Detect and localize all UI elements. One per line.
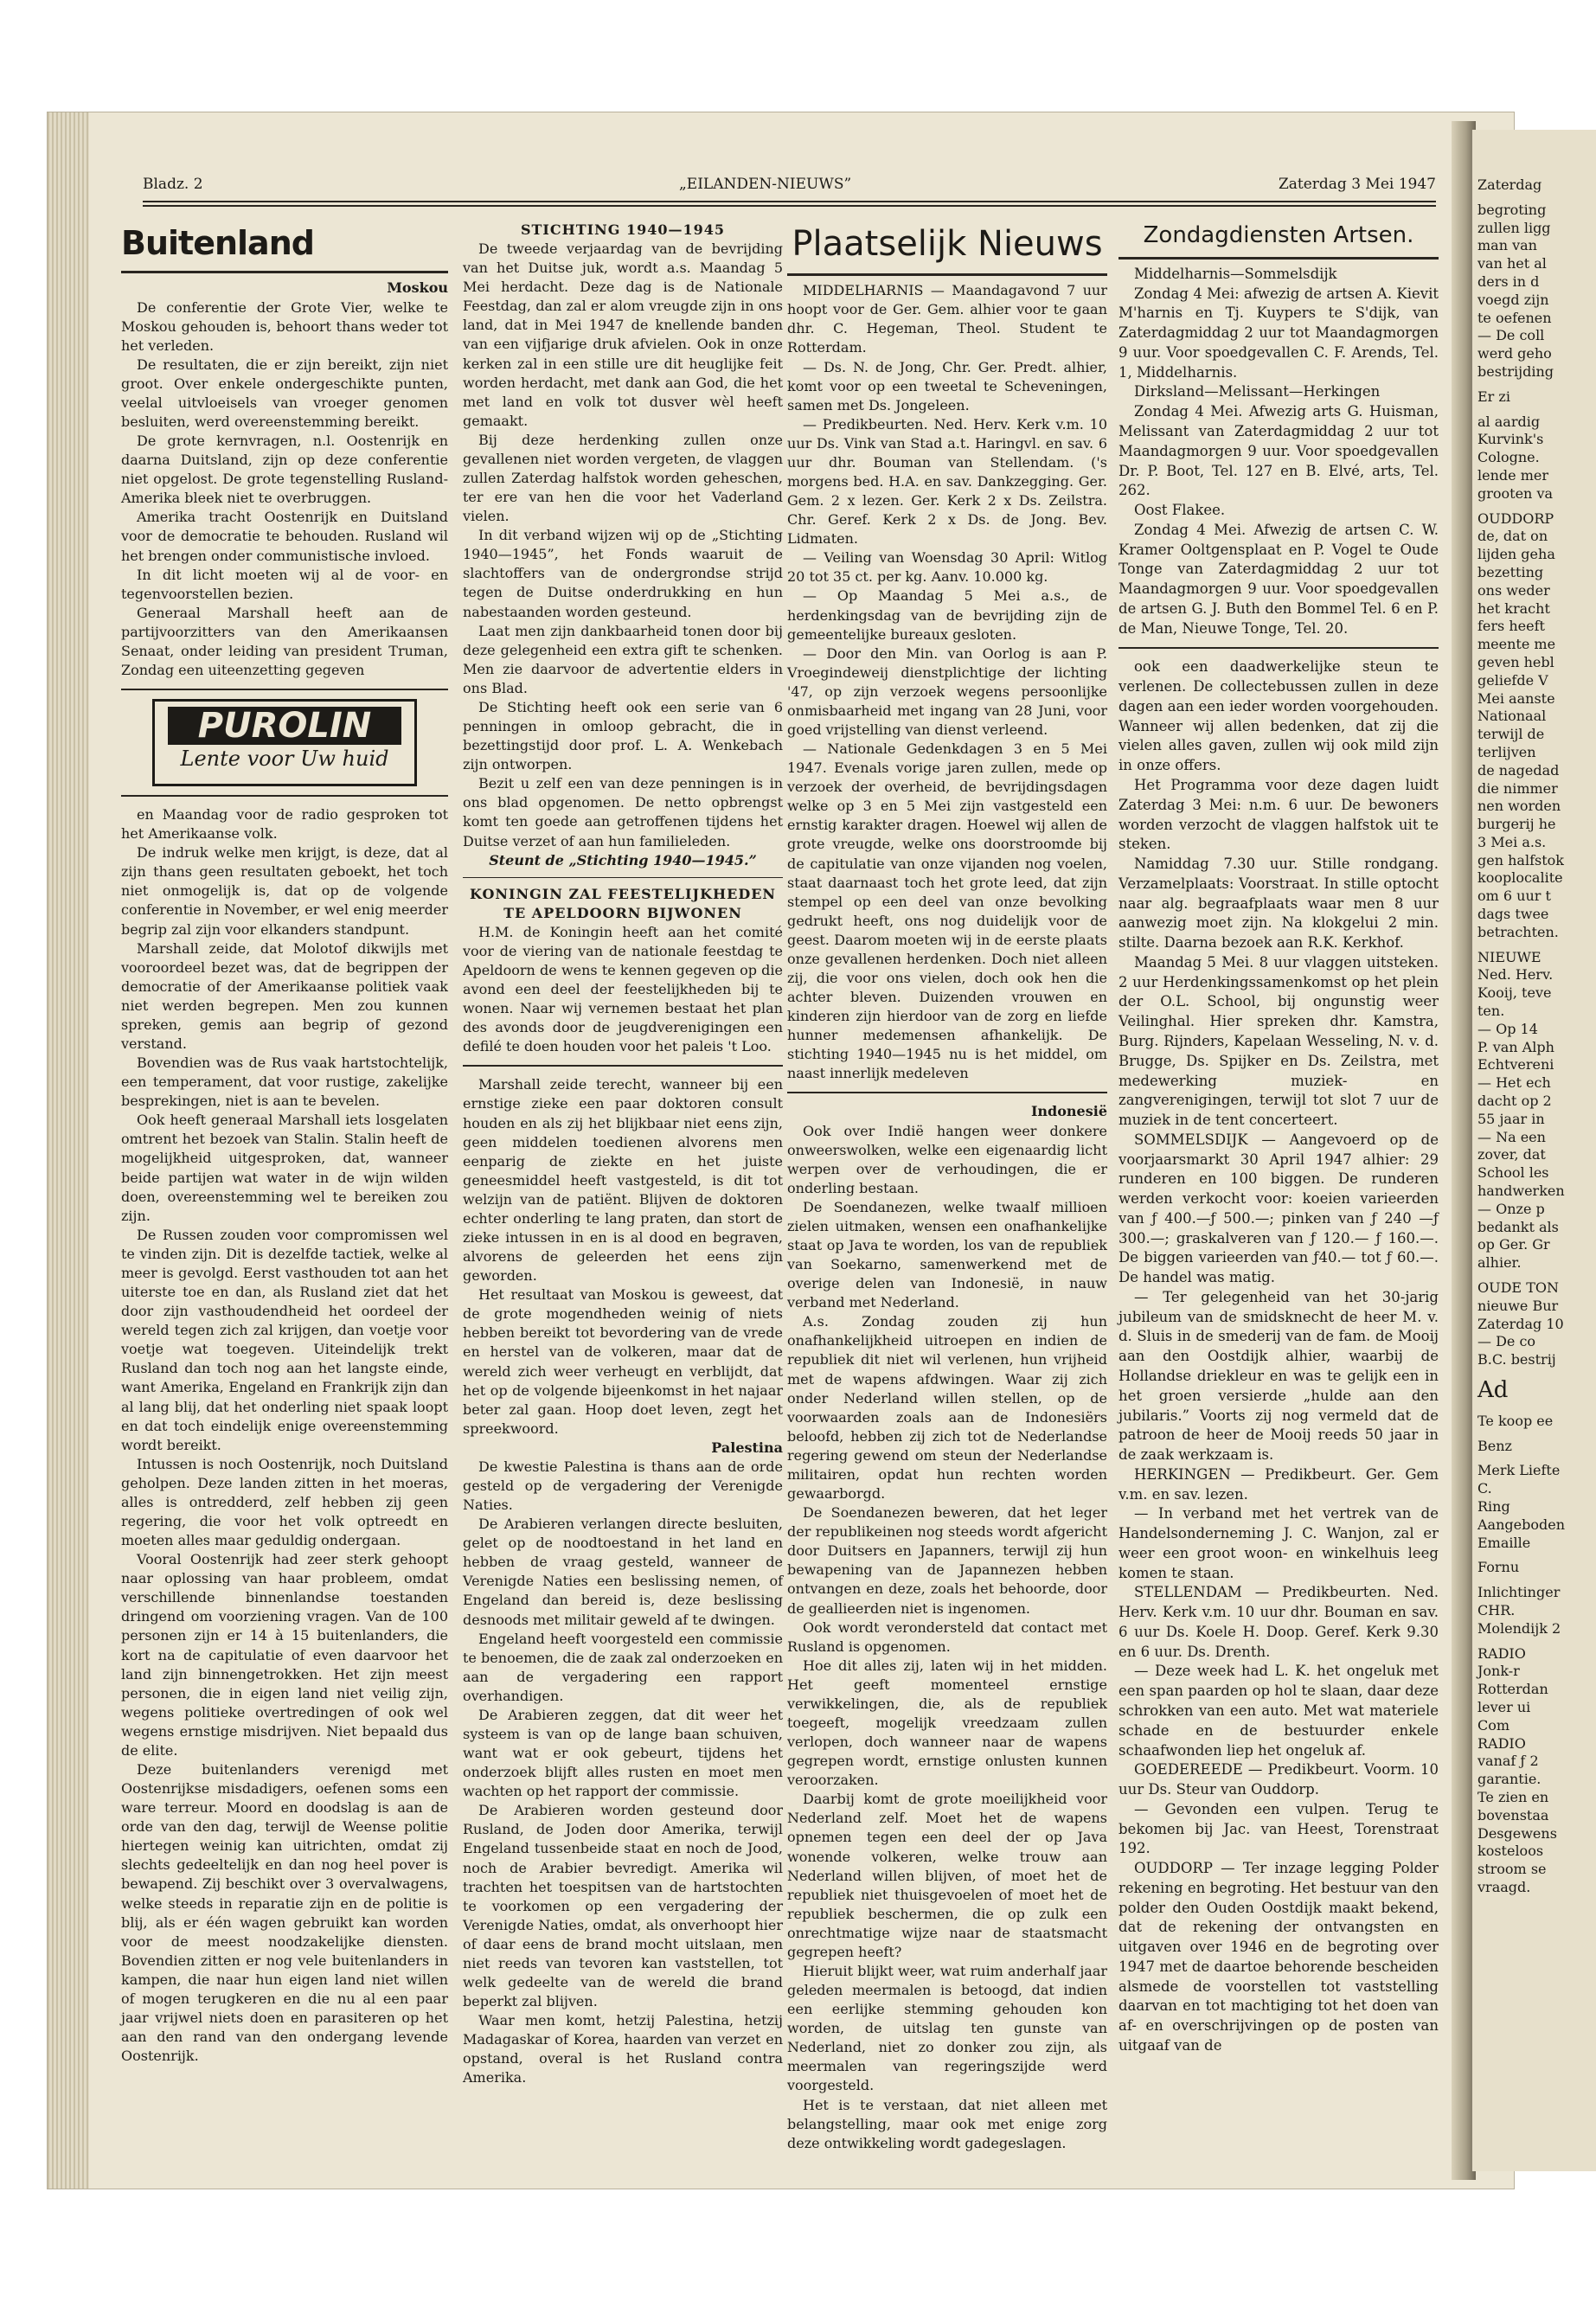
article-body: [121, 298, 448, 681]
article-paragraph: Laat men zijn dankbaarheid tonen door bij deze gelegenheid een extra gift te schenken. Men zie daarvoor de advertentie elders in ons Blad.: [463, 622, 783, 696]
text-fragment: het kracht: [1477, 599, 1550, 617]
text-fragment: — Het ech: [1477, 1074, 1551, 1092]
article-paragraph: ook een daadwerkelijke steun te verlenen. De collectebussen zullen in deze dagen aan een ieder worden voorgehouden. Wanneer wij allen bedenken, dat zij die vielen alles gaven, zullen wij ook mild zijn in onze offers.: [1118, 658, 1439, 774]
text-fragment: kooplocalite: [1477, 869, 1563, 887]
article-body: [787, 281, 1107, 1083]
text-fragment: de nagedad: [1477, 761, 1560, 779]
dateline: Palestina: [711, 1439, 783, 1456]
text-fragment: Nationaal: [1477, 708, 1547, 725]
next-page-text: [1472, 1276, 1596, 1373]
page-number: Bladz. 2: [143, 176, 203, 193]
article-paragraph: Het is te verstaan, dat niet alleen met belangstelling, maar ook met enige zorg deze ontwikkeling wordt gadegeslagen.: [787, 2096, 1107, 2151]
article-paragraph: GOEDEREEDE — Predikbeurt. Voorm. 10 uur Ds. Steur van Ouddorp.: [1118, 1761, 1439, 1798]
text-fragment: Aangeboden: [1477, 1516, 1565, 1533]
article-paragraph: Ook wordt verondersteld dat contact met Rusland is opgenomen.: [787, 1618, 1107, 1655]
text-fragment: begroting: [1477, 201, 1547, 218]
article-paragraph: Ook heeft generaal Marshall iets losgelaten omtrent het bezoek van Stalin. Stalin heeft de mogelijkheid uitgesproken, dat, wanneer beide partijen wat water in de wijn wilden doen, overeenstemming wel te bereiken zou zijn.: [121, 1112, 448, 1224]
article-paragraph: De Soendanezen, welke twaalf millioen zielen uitmaken, wensen een onafhankelijke staat op Java te worden, los van de republiek van Soekarno, samenwerkend met de overige delen van Indonesië, in nauw verband met Nederland.: [787, 1198, 1107, 1311]
text-fragment: ders in d: [1477, 272, 1540, 290]
text-fragment: — Op 14: [1477, 1020, 1538, 1037]
text-fragment: lijden geha: [1477, 546, 1555, 563]
text-fragment: OUDDORP: [1477, 510, 1554, 527]
next-page-text: [1472, 198, 1596, 385]
next-page-text: [1472, 1409, 1596, 1434]
text-fragment: man van: [1477, 237, 1537, 254]
text-fragment: nieuwe Bur: [1477, 1297, 1559, 1314]
article-paragraph: De Russen zouden voor compromissen wel te vinden zijn. Dit is dezelfde tactiek, welke al meer is gevolgd. Eerst vasthouden tot aan het uiterste toe en dan, als Rusland ziet dat het door zijn vasthoudendheid het oordeel der wereld tegen zich zal krijgen, dan voetje voor voetje wat toegeven. Uiteindelijk trekt Rusland dan toch nog aan het langste einde, want Amerika, Engeland en Frankrijk zijn dan al lang blij, dat het onderling niet spaak loopt en dat toch eindelijk enige overeenstemming wordt bereikt.: [121, 1226, 448, 1453]
text-fragment: zover, dat: [1477, 1146, 1546, 1163]
article-paragraph: STELLENDAM — Predikbeurten. Ned. Herv. Kerk v.m. 10 uur dhr. Bouman en sav. 6 uur Ds. Koele H. Doop. Geref. Kerk 9.30 en 6 uur. Ds. Drenth.: [1118, 1584, 1439, 1660]
page-header: [143, 176, 1436, 198]
text-fragment: bovenstaa: [1477, 1806, 1549, 1823]
article-paragraph: Zondag 4 Mei: afwezig de artsen A. Kievit M'harnis en Tj. Kuypers te S'dijk, van Zaterdagmiddag 2 uur tot Maandagmorgen 9 uur. Voor spoedgevallen C. F. Arends, Tel. 1, Middelharnis.: [1118, 285, 1439, 381]
article-paragraph: Deze buitenlanders verenigd met Oostenrijkse misdadigers, oefenen soms een ware terreur. Moord en doodslag is aan de orde van den dag, terwijl de Weense politie hiertegen weinig kan uitrichten, omdat zij slechts gedeeltelijk en dan nog heel pover is bewapend. Zij beschikt over 3 overvalwagens, welke steeds in reparatie zijn en de politie is blij, als er één wagen gebruikt kan worden voor de meest noodzakelijke diensten. Bovendien zitten er nog vele buitenlanders in kampen, die naar hun eigen land niet willen of mogen terugkeren en die nu al een paar jaar vrijwel niets doen en parasiteren op het aan den rand van den ondergang levende Oostenrijk.: [121, 1760, 448, 2065]
text-fragment: B.C. bestrij: [1477, 1351, 1556, 1368]
article-paragraph: De tweede verjaardag van de bevrijding van het Duitse juk, wordt a.s. Maandag 5 Mei herdacht. Deze dag is de Nationale Feestdag, dan zal er alom vreugde zijn in ons land, dat in Mei 1947 de knellende banden van een vijfjarige druk afvielen. Ook in onze kerken zal in een stille ure dit heuglijke feit worden herdacht, met dank aan God, die het met land en volk tot dusver wèl heeft gemaakt.: [463, 240, 783, 429]
column-zondagdiensten: [1118, 221, 1439, 2056]
article-paragraph: De indruk welke men krijgt, is deze, dat al zijn thans geen resultaten geboekt, het toch niet onmogelijk is, dat op de volgende conferentie in November, er wel enig meerder begrip zal zijn voor elkanders standpunt.: [121, 844, 448, 938]
text-fragment: om 6 uur t: [1477, 888, 1551, 905]
header-rule-2: [143, 205, 1436, 207]
text-fragment: kosteloos: [1477, 1843, 1544, 1860]
text-fragment: Te zien en: [1477, 1788, 1549, 1805]
text-fragment: grooten va: [1477, 484, 1554, 502]
article-body: [1118, 657, 1439, 2055]
article-paragraph: en Maandag voor de radio gesproken tot het Amerikaanse volk.: [121, 806, 448, 843]
text-fragment: te oefenen: [1477, 309, 1552, 326]
text-fragment: Mei aanste: [1477, 689, 1555, 707]
article-paragraph: Marshall zeide, dat Molotof dikwijls met vooroordeel bezet was, dat de begrippen der democratie of der Amerikaanse politiek vaak niet werden begrepen. Men zou kunnen spreken, gemis aan begrip of gezond verstand.: [121, 939, 448, 1053]
article-paragraph: Daarbij komt de grote moeilijkheid voor Nederland zelf. Moet het de wapens opnemen tegen een deel der op Java wonende volkeren, welke trouw aan Nederland willen blijven, of moet het de republiek niet thuisgevoelen of moet het de republiek beschermen, die op zulk een onrechtmatige wijze naar de staatsmacht gegrepen heeft?: [787, 1791, 1107, 1960]
text-fragment: Jonk-r: [1477, 1663, 1520, 1680]
text-fragment: RADIO: [1477, 1644, 1526, 1662]
article-paragraph: — Deze week had L. K. het ongeluk met een span paarden op hol te slaan, daar deze schrokken van een auto. Met wat materiele schade en de bestuurder enkele schaafwonden liep het ongeluk af.: [1118, 1663, 1439, 1759]
text-fragment: CHR.: [1477, 1601, 1516, 1618]
article-paragraph: Marshall zeide terecht, wanneer bij een ernstige zieke een paar doktoren consult houden en als zij het blijkbaar niet eens zijn, geen middelen toedienen alvorens men eenparig de ziekte en het juiste geneesmiddel heeft vastgesteld, is dit tot welzijn van de patiënt. Blijven de doktoren echter onderling te lang praten, dan stort de zieke intussen in en is al dood en begraven, alvorens de geleerden het eens zijn geworden.: [463, 1076, 783, 1285]
article-paragraph: De kwestie Palestina is thans aan de orde gesteld op de vergadering der Verenigde Naties.: [463, 1458, 783, 1514]
section-title: Plaatselijk Nieuws: [792, 224, 1103, 264]
article-paragraph: Hoe dit alles zij, laten wij in het midden. Het geeft momenteel ernstige verwikkelingen, die, als de republiek toegeeft, mogelijk vreedzaam zullen verlopen, doch wanneer naar de wapens gegrepen wordt, ernstige onlusten kunnen veroorzaken.: [787, 1657, 1107, 1789]
article-paragraph: In dit verband wijzen wij op de „Stichting 1940—1945”, het Fonds waaruit de slachtoffers van de ondergrondse strijd tegen de Duitse onderdrukking en hun nabestaanden worden gesteund.: [463, 527, 783, 620]
next-page-text: [1472, 1580, 1596, 1641]
section-title: Buitenland: [121, 224, 314, 262]
text-fragment: Kurvink's: [1477, 431, 1544, 448]
article-paragraph: — Nationale Gedenkdagen 3 en 5 Mei 1947. Evenals vorige jaren zullen, mede op verzoek der overheid, de bevrijdingsdagen welke op 3 en 5 Mei zijn vastgesteld een ernstig karakter dragen. Hoewel wij allen de grote vreugde, welke ons doorstroomde bij de capitulatie van onze vijanden nog voelen, staat daarnaast toch het grote leed, dat zijn stempel op een deel van onze bevolking gedrukt heeft, ons nog duidelijk voor de geest. Daarom moeten wij in de eerste plaats onze gevallenen herdenken. Doch niet alleen zij, die voor ons vielen, doch ook hen die achter bleven. Duizenden vrouwen en kinderen zijn hierdoor van de zorg en liefde hunner medemensen afhankelijk. De stichting 1940—1945 nu is het middel, om naast innerlijk medeleven: [787, 740, 1107, 1082]
column-buitenland: [121, 221, 448, 2066]
separator: [463, 877, 783, 878]
text-fragment: voegd zijn: [1477, 291, 1549, 308]
text-fragment: Molendijk 2: [1477, 1619, 1561, 1637]
text-fragment: Ned. Herv.: [1477, 966, 1554, 984]
article-paragraph: De grote kernvragen, n.l. Oostenrijk en daarna Duitsland, zijn op deze conferentie niet opgelost. De grote tegenstelling Rusland-Amerika bleek niet te overbruggen.: [121, 433, 448, 507]
article-paragraph: Zondag 4 Mei. Afwezig arts G. Huisman, Melissant van Zaterdagmiddag 2 uur tot Maandagmorgen 9 uur. Voor spoedgevallen Dr. P. Boot, Tel. 127 en B. Elvé, arts, Tel. 262.: [1118, 403, 1439, 499]
text-fragment: garantie.: [1477, 1771, 1542, 1788]
text-fragment: — Na een: [1477, 1128, 1546, 1145]
text-fragment: Kooij, teve: [1477, 984, 1552, 1002]
header-rule: [143, 201, 1436, 202]
section-title: Zondagdiensten Artsen.: [1143, 222, 1414, 248]
article-paragraph: Amerika tracht Oostenrijk en Duitsland voor de democratie te behouden. Rusland wil het brengen onder communistische invloed.: [121, 509, 448, 564]
paper-name: „EILANDEN-NIEUWS”: [679, 176, 852, 193]
article-paragraph: — Ter gelegenheid van het 30-jarig jubileum van de smidsknecht de heer M. v. d. Sluis in de smederij van de fam. de Mooij aan den Oostdijk alhier, waarbij de Hollandse driekleur en was te gelijk een in het groen versierde „hulde aan den jubilaris.” Voorts zij nog vermeld dat de patroon de heer de Mooij reeds 50 jaar in de zaak werkzaam is.: [1118, 1288, 1439, 1464]
text-fragment: Com: [1477, 1716, 1510, 1734]
text-fragment: al aardig: [1477, 413, 1541, 430]
text-fragment: Inlichtinger: [1477, 1584, 1561, 1601]
article-body: [1118, 265, 1439, 639]
text-fragment: lever ui: [1477, 1698, 1531, 1715]
text-fragment: Ring: [1477, 1497, 1510, 1515]
article-paragraph: SOMMELSDIJK — Aangevoerd op de voorjaarsmarkt 30 April 1947 alhier: 29 runderen en 100 biggen. De runderen werden verkocht voor: koeien varieerden van ƒ 400.—ƒ 500.—; pinken van ƒ 240 —ƒ 300.—; graskalveren van ƒ 120.— ƒ 160.—. De biggen varieerden van ƒ40.— tot ƒ 60.—. De handel was matig.: [1118, 1131, 1439, 1286]
next-page-headline: Fornu: [1477, 1559, 1520, 1576]
article-paragraph: — Veiling van Woensdag 30 April: Witlog 20 tot 35 ct. per kg. Aanv. 10.000 kg.: [787, 549, 1107, 586]
article-sign: Steunt de „Stichting 1940—1945.”: [489, 851, 757, 868]
text-fragment: Desgewens: [1477, 1824, 1557, 1842]
text-fragment: die nimmer: [1477, 779, 1558, 797]
issue-date: Zaterdag 3 Mei 1947: [1278, 176, 1436, 193]
text-fragment: dacht op 2: [1477, 1093, 1552, 1110]
article-paragraph: In dit licht moeten wij al de voor- en tegenvoorstellen bezien.: [121, 566, 448, 602]
article-body: [121, 805, 448, 2066]
text-fragment: Echtvereni: [1477, 1056, 1554, 1074]
article-paragraph: Bij deze herdenking zullen onze gevallenen niet worden vergeten, de vlaggen zullen Zaterdag halfstok worden geheschen, ter ere van hen die voor het Vaderland vielen.: [463, 431, 783, 525]
text-fragment: bezetting: [1477, 563, 1544, 580]
next-page-text: [1472, 410, 1596, 507]
text-fragment: zullen ligg: [1477, 219, 1551, 236]
article-paragraph: Waar men komt, hetzij Palestina, hetzij Madagaskar of Korea, haarden van verzet en opstand, overal is het Rusland contra Amerika.: [463, 2012, 783, 2086]
text-fragment: stroom se: [1477, 1861, 1547, 1878]
text-fragment: P. van Alph: [1477, 1038, 1554, 1055]
article-paragraph: Intussen is noch Oostenrijk, noch Duitsland geholpen. Deze landen zitten in het moeras, alles is ontredderd, zelf hebben zij geen regering, die voor het volk optreedt en moeten alles maar geduldig ondergaan.: [121, 1455, 448, 1549]
text-fragment: Merk Liefte: [1477, 1462, 1561, 1479]
article-paragraph: A.s. Zondag zouden zij hun onafhankelijkheid uitroepen en indien de republiek dit niet wil verlenen, hun vrijheid met de wapens afdwingen. Waar zij zich onder Nederland willen stellen, op de voorwaarden zoals aan de Indonesiërs beloofd, hebben zij zich tot de Nederlandse regering gewend om steun der Nederlandse militairen, opdat hun rechten worden gewaarborgd.: [787, 1313, 1107, 1503]
text-fragment: gen halfstok: [1477, 851, 1564, 868]
next-page-text: [1472, 945, 1596, 1276]
article-body: [463, 240, 783, 851]
article-paragraph: — Ds. N. de Jong, Chr. Ger. Predt. alhier, komt voor op een tweetal te Scheveningen, samen met Ds. Jongeleen.: [787, 358, 1107, 413]
article-paragraph: MIDDELHARNIS — Maandagavond 7 uur hoopt voor de Ger. Gem. alhier voor te gaan dhr. C. Hegeman, Theol. Student te Rotterdam.: [787, 282, 1107, 356]
text-fragment: dags twee: [1477, 906, 1549, 923]
separator: [787, 1092, 1107, 1093]
article-paragraph: Dirksland—Melissant—Herkingen: [1134, 383, 1381, 401]
text-fragment: vraagd.: [1477, 1878, 1531, 1895]
article-paragraph: Ook over Indië hangen weer donkere onweerswolken, welke een eigenaardig licht werpen over de verhoudingen, die er onderling bestaan.: [787, 1122, 1107, 1196]
article-paragraph: Zondag 4 Mei. Afwezig de artsen C. W. Kramer Ooltgensplaat en P. Vogel te Oude Tonge van Zaterdagmiddag 2 uur tot Maandagmorgen 9 uur. Voor spoedgevallen de artsen G. J. Buth den Bommel Tel. 6 en P. de Man, Nieuwe Tonge, Tel. 20.: [1118, 521, 1439, 637]
separator: [463, 1065, 783, 1067]
text-fragment: C.: [1477, 1480, 1492, 1497]
next-page-text: [1472, 1458, 1596, 1555]
next-page-text: [1472, 1642, 1596, 1900]
text-fragment: RADIO: [1477, 1734, 1526, 1752]
article-paragraph: De conferentie der Grote Vier, welke te Moskou gehouden is, behoort thans weder tot het verleden.: [121, 298, 448, 354]
dateline: Indonesië: [1030, 1103, 1107, 1120]
article-paragraph: H.M. de Koningin heeft aan het comité voor de viering van de nationale feestdag te Apeldoorn de wens te kennen gegeven op die avond een deel der feestelijkheden bij te wonen. Naar wij vernemen bestaat het plan des avonds door de jeugdverenigingen een defilé te doen houden voor het paleis 't Loo.: [463, 923, 783, 1055]
text-fragment: vanaf ƒ 2: [1477, 1753, 1539, 1770]
text-fragment: geven hebl: [1477, 653, 1554, 670]
text-fragment: School les: [1477, 1164, 1549, 1182]
article-paragraph: Vooral Oostenrijk had zeer sterk gehoopt naar oplossing van haar probleem, omdat verschillende binnenlandse toestanden dringend om voorziening vragen. Van de 100 personen zijn er 14 à 15 buitenlanders, die kort na de capitulatie of even daarvoor het land zijn binnengetrokken. Het zijn meest personen, die in eigen land niet veilig zijn, wegens politieke overtredingen of ook wel wegens ernstige misdrijven. Niet bepaald dus de elite.: [121, 1551, 448, 1759]
text-fragment: de, dat on: [1477, 528, 1548, 545]
ad-tagline: Lente voor Uw huid: [180, 747, 389, 772]
text-fragment: terwijl de: [1477, 726, 1545, 743]
next-page-header: Zaterdag: [1477, 176, 1542, 193]
article-paragraph: De Arabieren verlangen directe besluiten, gelet op de noodtoestand in het land en hebben de vraag gesteld, wanneer de Verenigde Naties een beslissing nemen, of Engeland dan bereid is, deze beslissing desnoods met militair geweld af te dwingen.: [463, 1516, 783, 1628]
article-title: STICHTING 1940—1945: [520, 221, 726, 238]
separator: [121, 689, 448, 690]
article-paragraph: Bovendien was de Rus vaak hartstochtelijk, een temperament, dat voor rustige, zakelijke besprekingen, niet is aan te bevelen.: [121, 1054, 448, 1110]
article-paragraph: Maandag 5 Mei. 8 uur vlaggen uitsteken. 2 uur Herdenkingssamenkomst op het plein der O.L. School, bij ongunstig weer Veilinghal. Hier spreken dhr. Kamstra, Burg. Rijnders, Kapelaan Wesseling, N. v. d. Brugge, Ds. Spijker en Ds. Zeilstra, met medewerking muziek- en zangverenigingen, terwijl tot slot 7 uur de muziek in de tent concerteert.: [1118, 953, 1439, 1129]
text-fragment: Rotterdan: [1477, 1681, 1548, 1698]
article-paragraph: — Door den Min. van Oorlog is aan P. Vroegindeweij dienstplichtige der lichting '47, op zijn verzoek wegens persoonlijke onmisbaarheid met ingang van 28 Juni, voor goed vrijstelling van dienst verleend.: [787, 644, 1107, 738]
column-plaatselijk-nieuws: [787, 221, 1107, 2153]
article-paragraph: Oost Flakee.: [1134, 502, 1226, 519]
title-rule: [1118, 257, 1439, 260]
article-paragraph: OUDDORP — Ter inzage legging Polder rekening en begroting. Het bestuur van den polder den Ouden Oostdijk maakt bekend, dat de rekening der ontvangsten en uitgaven over 1946 en de begroting over 1947 met de daartoe behorende bescheiden alsmede de voorstellen tot vaststelling daarvan en tot machtiging tot het doen van af- en overschrijvingen op de posten van uitgaaf van de: [1118, 1860, 1439, 2054]
separator: [1118, 647, 1439, 649]
text-fragment: — De coll: [1477, 327, 1545, 344]
article-paragraph: — Gevonden een vulpen. Terug te bekomen bij Jac. van Heest, Torenstraat 192.: [1118, 1800, 1439, 1857]
article-paragraph: Middelharnis—Sommelsdijk: [1134, 265, 1337, 282]
article-paragraph: Namiddag 7.30 uur. Stille rondgang. Verzamelplaats: Voorstraat. In stille optocht naar alg. begraafplaats waar men 8 uur aanwezig moet zijn. Na klokgelui 2 min. stilte. Daarna bezoek aan R.K. Kerkhof.: [1118, 856, 1439, 952]
text-fragment: Zaterdag 10: [1477, 1315, 1564, 1332]
text-fragment: meente me: [1477, 636, 1556, 653]
article-paragraph: De resultaten, die er zijn bereikt, zijn niet groot. Over enkele ondergeschikte punten, veelal uitvloeisels van vroeger genomen besluiten, werd overeenstemming bereikt.: [121, 356, 448, 430]
text-fragment: burgerij he: [1477, 816, 1556, 833]
title-rule: [787, 273, 1107, 276]
text-fragment: werd geho: [1477, 345, 1552, 362]
article-paragraph: — Op Maandag 5 Mei a.s., de herdenkingsdag van de bevrijding zijn de gemeentelijke bureaux gesloten.: [787, 587, 1107, 643]
text-fragment: bestrijding: [1477, 362, 1554, 380]
text-fragment: — Onze p: [1477, 1200, 1545, 1217]
text-fragment: ten.: [1477, 1003, 1505, 1020]
text-fragment: — De co: [1477, 1333, 1536, 1350]
article-paragraph: — Predikbeurten. Ned. Herv. Kerk v.m. 10 uur Ds. Vink van Stad a.t. Haringvl. en sav. 6 uur dhr. Bouman van Stellendam. ('s morgens bed. H.A. en sav. Dankzegging. Ger. Gem. 2 x lezen. Ger. Kerk 2 x Ds. Zeilstra. Chr. Geref. Kerk 2 x Ds. de Jong. Bev. Lidmaten.: [787, 415, 1107, 548]
text-fragment: alhier.: [1477, 1254, 1522, 1272]
article-paragraph: Hieruit blijkt weer, wat ruim anderhalf jaar geleden meermalen is betoogd, dat indien een eerlijke stemming gehouden kon worden, de uitslag ten gunste van Nederland, niet zo donker zou zijn, als meermalen van regeringszijde werd voorgesteld.: [787, 1962, 1107, 2094]
article-body: [463, 1458, 783, 2088]
text-fragment: terlijven: [1477, 743, 1536, 760]
article-paragraph: Bezit u zelf een van deze penningen is in ons blad opgenomen. De netto opbrengst komt ten goede aan getroffenen tijdens het Duitse verzet of aan hun familieleden.: [463, 775, 783, 849]
text-fragment: ons weder: [1477, 581, 1550, 599]
article-paragraph: De Arabieren worden gesteund door Rusland, de Joden door Amerika, terwijl Engeland tussenbeide staat en noch de Jood, noch de Arabier bevredigt. Amerika wil trachten het toespitsen van de hartstochten te voorkomen op een vergadering der Verenigde Naties, omdat, als onverhoopt hier of daar eens de brand mocht uitslaan, men niet reeds van tevoren kan vaststellen, tot welk gedeelte van de wereld die brand beperkt zal blijven.: [463, 1802, 783, 2010]
text-fragment: 3 Mei a.s.: [1477, 833, 1547, 850]
article-paragraph: De Arabieren zeggen, dat dit weer het systeem is van op de lange baan schuiven, want wat er ook gebeurt, tijdens het onderzoek blijft alles rusten en moet men wachten op het rapport der commissie.: [463, 1706, 783, 1800]
article-paragraph: Engeland heeft voorgesteld een commissie te benoemen, die de zaak zal onderzoeken en aan de vergadering een rapport overhandigen.: [463, 1630, 783, 1704]
article-body: [463, 1075, 783, 1438]
text-fragment: lende mer: [1477, 466, 1548, 484]
next-page-headline: Benz: [1477, 1437, 1512, 1454]
article-body: [787, 1122, 1107, 2153]
text-fragment: handwerken: [1477, 1183, 1565, 1200]
column-stichting: [463, 221, 783, 2088]
next-page-ad-title: Ad: [1477, 1377, 1509, 1403]
article-paragraph: Het Programma voor deze dagen luidt Zaterdag 3 Mei: n.m. 6 uur. De bewoners worden verzocht de vlaggen halfstok uit te steken.: [1118, 777, 1439, 853]
text-fragment: Te koop ee: [1477, 1412, 1554, 1429]
article-paragraph: — In verband met het vertrek van de Handelsonderneming J. C. Wanjon, zal er weer een groot woon- en winkelhuis leeg komen te staan.: [1118, 1505, 1439, 1581]
text-fragment: fers heeft: [1477, 618, 1545, 635]
text-fragment: betrachten.: [1477, 923, 1559, 940]
separator: [121, 795, 448, 797]
article-paragraph: De Stichting heeft ook een serie van 6 penningen in omloop gebracht, die in bezettingstijd door prof. L. A. Wenkebach zijn ontworpen.: [463, 698, 783, 773]
page-edge-stack: [48, 112, 89, 2189]
text-fragment: NIEUWE: [1477, 948, 1542, 965]
purolin-advertisement: [152, 699, 417, 786]
article-paragraph: Generaal Marshall heeft aan de partijvoorzitters van den Amerikaansen Senaat, onder leiding van president Truman, Zondag een uiteenzetting gegeven: [121, 604, 448, 678]
article-paragraph: De Soendanezen beweren, dat het leger der republikeinen nog steeds wordt afgericht door Duitsers en Japanners, terwijl zij hun bewapening van de Japannezen hebben ontvangen en deze, zoals het behoorde, door de geallieerden niet is ingenomen.: [787, 1504, 1107, 1617]
title-rule: [121, 271, 448, 273]
article-paragraph: HERKINGEN — Predikbeurt. Ger. Gem v.m. en sav. lezen.: [1118, 1465, 1439, 1503]
text-fragment: bedankt als: [1477, 1218, 1559, 1235]
text-fragment: nen worden: [1477, 798, 1561, 815]
purolin-logo: PUROLIN: [168, 707, 401, 745]
text-fragment: 55 jaar in: [1477, 1110, 1545, 1127]
article-title: KONINGIN ZAL FEESTELIJKHEDEN TE APELDOORN BIJWONEN: [469, 885, 777, 921]
text-fragment: geliefde V: [1477, 671, 1548, 689]
text-fragment: Emaille: [1477, 1534, 1531, 1551]
article-paragraph: Het resultaat van Moskou is geweest, dat de grote mogendheden weinig of niets hebben bereikt tot bevordering van de vrede en herstel van de volkeren, maar dat de wereld zich weer verheugt en verblijdt, dat het op de volgende bijeenkomst in het najaar beter zal gaan. Hoop doet leven, zegt het spreekwoord.: [463, 1286, 783, 1437]
text-fragment: Cologne.: [1477, 449, 1540, 466]
text-fragment: op Ger. Gr: [1477, 1236, 1550, 1253]
next-page-strip: [1471, 130, 1596, 2171]
next-page-text: [1472, 507, 1596, 945]
text-fragment: van het al: [1477, 255, 1547, 272]
dateline: Moskou: [387, 279, 448, 297]
text-fragment: OUDE TON: [1477, 1279, 1559, 1297]
next-page-headline: Er zi: [1477, 388, 1510, 405]
